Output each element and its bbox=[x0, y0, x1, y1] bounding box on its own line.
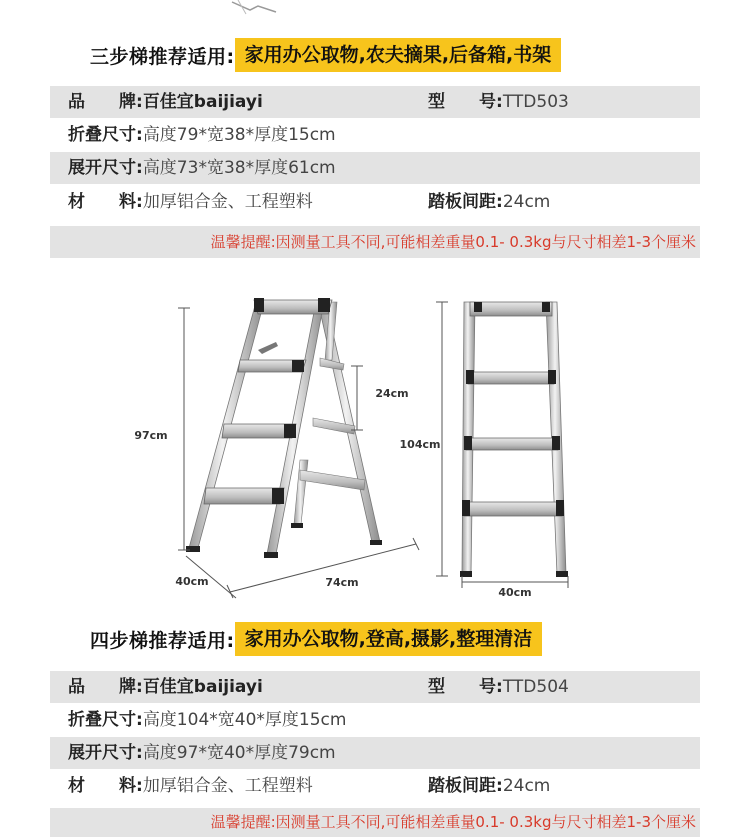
spec-row-note bbox=[50, 808, 700, 837]
spec-row-unfolded bbox=[50, 152, 700, 184]
width-dimension-folded bbox=[462, 576, 568, 599]
section-heading bbox=[90, 38, 561, 72]
folded-ladder-illustration bbox=[460, 302, 568, 577]
spec-row-note bbox=[50, 226, 700, 258]
spec-row-material bbox=[50, 770, 700, 802]
height-open-label: 97cm bbox=[134, 429, 168, 442]
unfolded-label: 展开尺寸: bbox=[68, 158, 143, 178]
spec-row-material bbox=[50, 186, 700, 218]
spec-row-brand bbox=[50, 86, 700, 118]
model-label: 型 号: bbox=[428, 92, 503, 112]
folded-value: 高度79*宽38*厚度15cm bbox=[142, 125, 336, 145]
spacing-value: 24cm bbox=[502, 192, 551, 212]
open-ladder-illustration bbox=[186, 298, 382, 558]
width-open-label: 40cm bbox=[175, 575, 209, 588]
material-value: 加厚铝合金、工程塑料 bbox=[142, 192, 313, 212]
model-value: TTD503 bbox=[502, 92, 569, 112]
width-dimension-open bbox=[175, 556, 236, 598]
heading-uses-highlight: 家用办公取物,农夫摘果,后备箱,书架 bbox=[235, 38, 562, 72]
spacing-value: 24cm bbox=[502, 776, 551, 796]
brand-label: 品 牌: bbox=[68, 677, 143, 697]
folded-label: 折叠尺寸: bbox=[68, 125, 143, 145]
spec-row-folded bbox=[50, 119, 700, 151]
ladder-dimension-diagram bbox=[0, 280, 750, 610]
model-value: TTD504 bbox=[502, 677, 569, 697]
height-dimension-open bbox=[134, 308, 190, 550]
model-label: 型 号: bbox=[428, 677, 503, 697]
height-folded-label: 104cm bbox=[399, 438, 441, 451]
step-spacing-label: 24cm bbox=[375, 387, 409, 400]
brand-value: 百佳宜baijiayi bbox=[142, 677, 263, 697]
previous-image-fragment bbox=[228, 0, 288, 16]
folded-label: 折叠尺寸: bbox=[68, 710, 143, 730]
spacing-label: 踏板间距: bbox=[428, 776, 503, 796]
material-value: 加厚铝合金、工程塑料 bbox=[142, 776, 313, 796]
heading-label: 四步梯推荐适用: bbox=[90, 629, 235, 652]
measurement-note: 温馨提醒:因测量工具不同,可能相差重量0.1- 0.3kg与尺寸相差1-3个厘米 bbox=[210, 813, 696, 831]
unfolded-label: 展开尺寸: bbox=[68, 743, 143, 763]
folded-value: 高度104*宽40*厚度15cm bbox=[142, 710, 347, 730]
spec-row-brand bbox=[50, 671, 700, 703]
spec-row-folded bbox=[50, 704, 700, 736]
measurement-note: 温馨提醒:因测量工具不同,可能相差重量0.1- 0.3kg与尺寸相差1-3个厘米 bbox=[210, 233, 696, 251]
unfolded-value: 高度97*宽40*厚度79cm bbox=[142, 743, 336, 763]
material-label: 材 料: bbox=[68, 192, 143, 212]
depth-label: 74cm bbox=[325, 576, 359, 589]
heading-uses-highlight: 家用办公取物,登高,摄影,整理清洁 bbox=[235, 622, 543, 656]
brand-label: 品 牌: bbox=[68, 92, 143, 112]
width-folded-label: 40cm bbox=[498, 586, 532, 599]
heading-label: 三步梯推荐适用: bbox=[90, 45, 235, 68]
brand-value: 百佳宜baijiayi bbox=[142, 92, 263, 112]
spacing-label: 踏板间距: bbox=[428, 192, 503, 212]
height-dimension-folded bbox=[400, 302, 448, 576]
section-heading bbox=[90, 622, 542, 656]
depth-dimension bbox=[227, 538, 419, 598]
material-label: 材 料: bbox=[68, 776, 143, 796]
step-spacing-dimension bbox=[351, 366, 409, 430]
spec-row-unfolded bbox=[50, 737, 700, 769]
unfolded-value: 高度73*宽38*厚度61cm bbox=[142, 158, 336, 178]
